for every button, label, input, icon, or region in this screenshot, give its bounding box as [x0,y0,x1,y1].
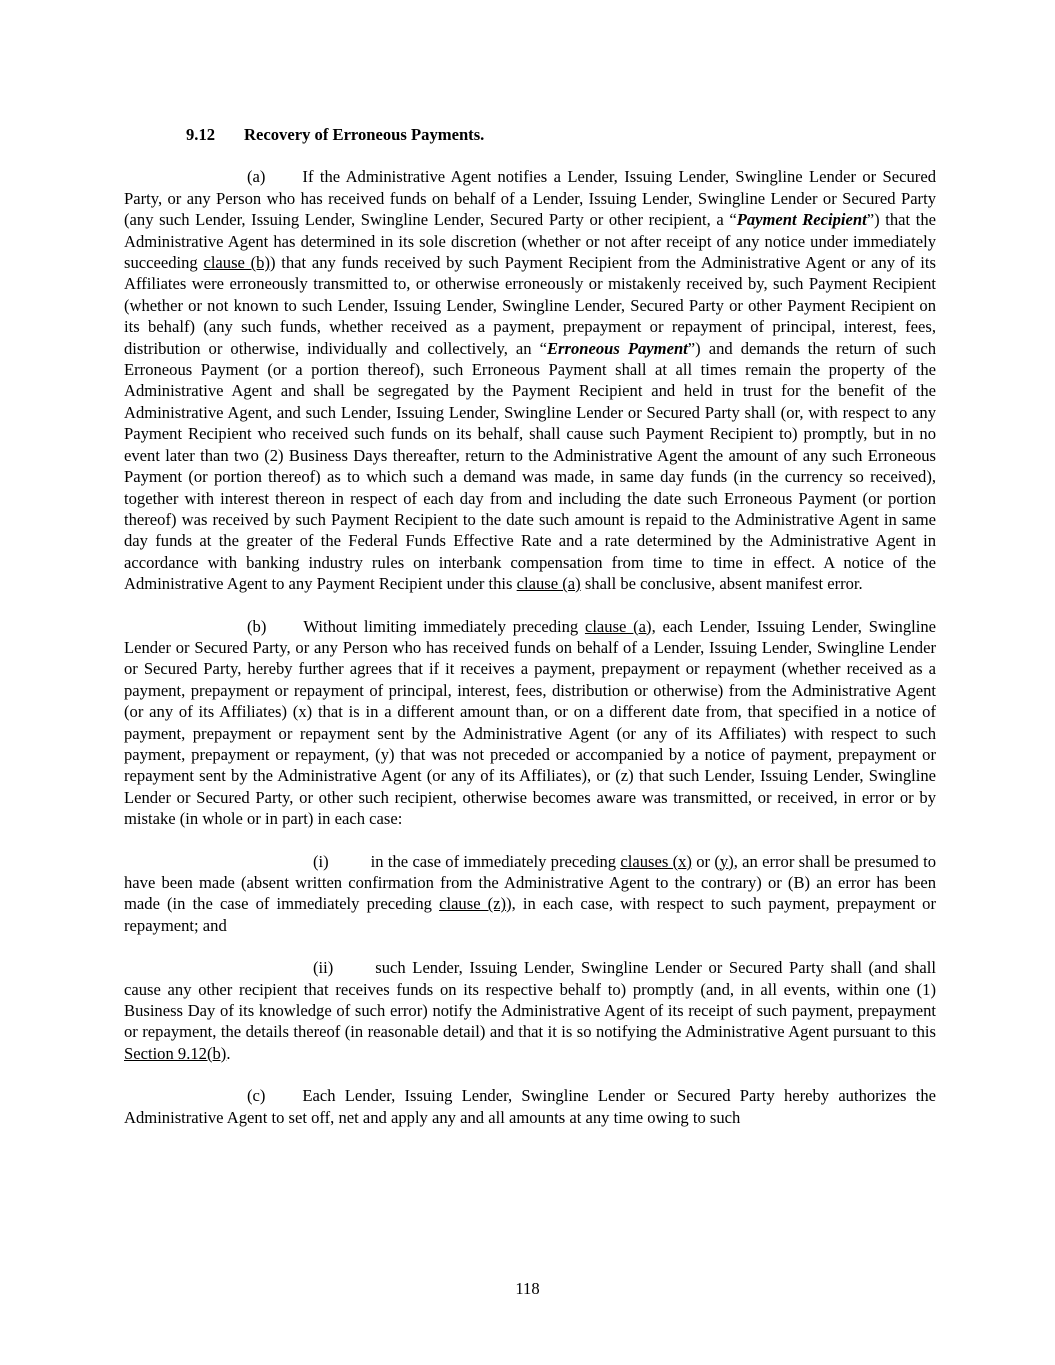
xref-section-912b: Section 9.12(b) [124,1043,227,1063]
section-title: Recovery of Erroneous Payments. [244,125,485,144]
xref-clause-y: (y) [714,851,734,871]
paragraph-label: (a) [247,167,266,187]
paragraph-label: (ii) [313,958,334,978]
xref-clause-z: clause (z) [439,894,507,914]
paragraph-b-ii [124,957,936,1064]
section-heading [124,124,936,145]
paragraph-label: (c) [247,1086,266,1106]
paragraph-text: in the case of immediately preceding clauses (x) or (y), an error shall be presumed to have been made (absent written confirmation from the Administrative Agent to the contrary) or (B) an error has been made (in the case of immediately preceding clause (z)), in each case, with respect to such payment, prepayment or repayment; and [124,851,937,935]
document-body [124,124,936,1128]
paragraph-text: such Lender, Issuing Lender, Swingline Lender or Secured Party shall (and shall cause any other recipient that receives funds on its respective behalf to) promptly (and, in all events, within one (1) Business Day of its knowledge of such error) notify the Administrative Agent of its receipt of such payment, prepayment or repayment, the details thereof (in reasonable detail) and that it is so notifying the Administrative Agent pursuant to this Section 9.12(b). [124,958,936,1063]
xref-clauses-x: clauses (x) [620,851,692,871]
paragraph-a [124,166,936,594]
paragraph-c [124,1085,936,1128]
paragraph-label: (i) [313,851,329,871]
paragraph-text: Without limiting immediately preceding clause (a), each Lender, Issuing Lender, Swingline Lender or Secured Party, or any Person who has received funds on behalf of a Lender, Issuing Lender, Swingline Lender or Secured Party, hereby further agrees that if it receives a payment, prepayment or repayment (whether received as a payment, prepayment or repayment of principal, interest, fees, distribution or otherwise) from the Administrative Agent (or any of its Affiliates) (x) that is in a different amount than, or on a different date from, that specified in a notice of payment, prepayment or repayment sent by the Administrative Agent (or any of its Affiliates) with respect to such payment, prepayment or repayment, (y) that was not preceded or accompanied by a notice of payment, prepayment or repayment sent by the Administrative Agent (or any of its Affiliates), or (z) that such Lender, Issuing Lender, Swingline Lender or Secured Party, or other such recipient, otherwise becomes aware was transmitted, or received, in error or by mistake (in whole or in part) in each case: [124,616,936,829]
xref-clause-a: clause (a) [516,574,581,594]
paragraph-label: (b) [247,616,267,636]
section-number: 9.12 [186,125,216,144]
paragraph-text: If the Administrative Agent notifies a Lender, Issuing Lender, Swingline Lender or Secured Party, or any Person who has received funds on behalf of a Lender, Issuing Lender, Swingline Lender or Secured Party (any such Lender, Issuing Lender, Swingline Lender, Secured Party or other recipient, a “Payment Recipient”) that the Administrative Agent has determined in its sole discretion (whether or not after receipt of any notice under immediately succeeding clause (b)) that any funds received by such Payment Recipient from the Administrative Agent or any of its Affiliates were erroneously transmitted to, or otherwise erroneously or mistakenly received by, such Payment Recipient (whether or not known to such Lender, Issuing Lender, Swingline Lender, Secured Party or other Payment Recipient on its behalf) (any such funds, whether received as a payment, prepayment or repayment of principal, interest, fees, distribution or otherwise, individually and collectively, an “Erroneous Payment”) and demands the return of such Erroneous Payment (or a portion thereof), such Erroneous Payment shall at all times remain the property of the Administrative Agent and shall be segregated by the Payment Recipient and held in trust for the benefit of the Administrative Agent, and such Lender, Issuing Lender, Swingline Lender or Secured Party shall (or, with respect to any Payment Recipient who received such funds on its behalf, shall cause such Payment Recipient to) promptly, but in no event later than two (2) Business Days thereafter, return to the Administrative Agent the amount of any such Erroneous Payment (or portion thereof) as to which such a demand was made, in same day funds (in the currency so received), together with interest thereon in respect of each day from and including the date such Erroneous Payment (or portion thereof) was received by such Payment Recipient to the date such amount is repaid to the Administrative Agent in same day funds at the greater of the Federal Funds Effective Rate and a rate determined by the Administrative Agent in accordance with banking industry rules on interbank compensation from time to time in effect. A notice of the Administrative Agent to any Payment Recipient under this clause (a) shall be conclusive, absent manifest error. [124,167,937,594]
page-number: 118 [515,1279,540,1298]
xref-clause-b: clause (b) [203,253,270,273]
paragraph-b-i [124,851,936,937]
paragraph-text: Each Lender, Issuing Lender, Swingline Lender or Secured Party hereby authorizes the Administrative Agent to set off, net and apply any and all amounts at any time owing to such [124,1086,936,1127]
paragraph-b [124,616,936,830]
xref-clause-a: clause (a) [584,616,652,636]
